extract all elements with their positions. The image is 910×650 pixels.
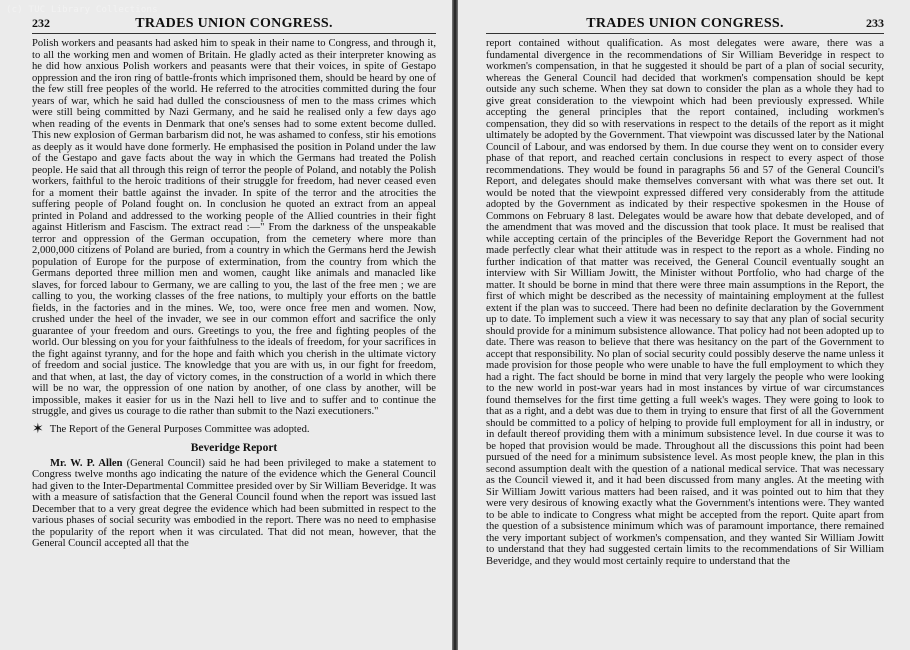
adopted-text: The Report of the General Purposes Committee was adopted.: [49, 423, 310, 435]
allen-paragraph: [32, 458, 436, 550]
left-page: [0, 0, 452, 650]
left-page-header: [32, 16, 436, 34]
copyright-watermark: (c) TUC Library Collections: [6, 5, 158, 15]
resolution-line: [32, 421, 436, 437]
running-title: TRADES UNION CONGRESS.: [586, 16, 784, 31]
right-page: [458, 0, 910, 650]
right-page-header: [486, 16, 884, 34]
star-mark-icon: ✶: [32, 421, 44, 437]
page-number: 232: [32, 16, 50, 30]
page-number: 233: [866, 16, 884, 30]
running-title: TRADES UNION CONGRESS.: [135, 16, 333, 31]
section-title: Beveridge Report: [190, 441, 278, 454]
allen-text: (General Council) said he had been privileged to make a statement to Congress twelve months ago indicating the nature of the evidence which the General Council had given to the Inter-Departmental Committee presided over by Sir William Beveridge. It was with a measure of satisfaction that the General Council found when the report was issued last December that to a very great degree the evidence which had been submitted in respect to the various phases of social security was embodied in the report. There was no need to emphasise the popularity of the report when it was circulated. That did not mean, however, that the General Council accepted all that the: [32, 457, 436, 549]
speech-paragraph: Polish workers and peasants had asked him to speak in their name to Congress, and through it, to all the working men and women of Britain. He gladly acted as their interpreter knowing as he did how anxious Polish workers and peasants were that their voices, in spite of Gestapo oppression and the iron ring of battle-fronts which imprisoned them, should be heard by one of the few still free peoples of the world. He referred to the atrocities committed during the four years of war, which he said had dulled the consciousness of men to the mass crimes which were still being committed by Nazi Germany, and he said he realised only a few days ago when reading of the events in Denmark that one's senses had to some extent become dulled. This new explosion of German barbarism did not, he was ashamed to confess, stir his emotions as deeply as it would have done formerly. He emphasised the position in Poland under the law of the Gestapo and gave facts about the way in which the Germans had treated the Polish people. He said that all through this reign of terror the people of Poland, and notably the Polish workers, faithful to the heroic traditions of their struggle for freedom, had never ceased even for a moment their battle against the invader. In spite of the terror and the atrocities the suffering people of Poland fought on. In conclusion he quoted an extract from an appeal printed in Poland and addressed to the working people of the Allied countries in their fight against Hitlerism and Fascism. The extract read :—" From the darkness of the unspeakable terror and oppression of the German occupation, from the cemetery where more than 2,000,000 citizens of Poland are buried, from a country in which the Germans herd the Jewish population of Europe for the purpose of extermination, from the country from which the Germans deported three million men and women, caught like animals and manacled like slaves, for forced labour to Germany, we are calling to you, the last of the free men ; we are calling to you, the working classes of the free nations, to multiply your efforts on the battle fields, in the factories and in the mines. We, too, were once free men and women. Now, crushed under the heel of the invader, we see in our common effort and sacrifice the only guarantee of your freedom and ours. Greetings to you, the free and fighting peoples of the world. Our blessing on you for your faithfulness to the ideals of freedom, for your sacrifices in the fight against tyranny, and for the hope and faith which you cherish in the ultimate victory of freedom and social justice. The knowledge that you are with us, in our fight for freedom, and that when, at last, the day of victory comes, in the construction of a world in which there will be no war, the oppression of one nation by another, of one class by another, will be impossible, makes it easier for us in the Nazi hell to live and to suffer and to continue the struggle, and gives us courage to die rather than submit to the Nazi executioners.": [32, 38, 436, 417]
continuation-paragraph: report contained without qualification. As most delegates were aware, there was a fundamental divergence in the recommendations of Sir William Beveridge in respect to workmen's compensation, in that he suggested it should be part of a plan of social security, whereas the General Council had decided that workmen's compensation should be kept outside any such scheme. When they sat down to consider the plan as a whole they had to give great consideration to the viewpoint which had been previously expressed. While accepting the general principles that the report contained, including workmen's compensation, they did so with reservations in respect to the details of the report as it might ultimately be adopted by the Government. That viewpoint was discussed later by the National Council of Labour, and was endorsed by them. In due course they went on to consider every phase of that report, and reached certain conclusions in respect to every aspect of those recommendations. They would be found in paragraphs 56 and 57 of the General Council's Report, and delegates should make themselves conversant with what was there set out. It would be noted that the viewpoint expressed differed very considerably from the attitude adopted by the Government as indicated by their respective spokesmen in the House of Commons on February 8 last. Delegates would be aware how that debate developed, and of the amendment that was moved and the discussion that took place. It must be realised that while accepting certain of the principles of the Beveridge Report the Government had not made perfectly clear what their attitude was in respect to the report as a whole. Finding no further indication of that matter was received, the General Council eventually sought an interview with Sir William Jowitt, the Minister without Portfolio, who had charge of the matter. It should be borne in mind that there were three main assumptions in the Report, the first of which might be described as the necessity of maintaining employment at the fullest extent if the plan was to succeed. There had been no definite declaration by the Government up to date. To implement such a view it was necessary to say that any plan of social security should provide for a minimum subsistence allowance. That policy had not been adopted up to date. There was reason to believe that there was hesitancy on the part of the Government to accept that responsibility. No plan of social security could possibly deserve the name unless it made provision for those people who were unable to have the full employment to which they had a right. The fact should be borne in mind that very largely the people who were looking to the new world in post-war years had in most instances by virtue of war circumstances found themselves for the first time getting a full week's wages. They were going to look to that as a right, and a debt was due to them in trying to ensure that first of all the Government should be committed to a policy of helping to provide full employment for all in industry, or in default thereof providing them with a minimum subsistence level. In due course it was to be hoped that provision would be made. Throughout all the discussions this point had been pursued of the need for a minimum subsistence level. As most people knew, the plan in this second assumption dealt with the question of a national medical service. That was necessary as the Council viewed it, and it had been discussed from many angles. At the meeting with Sir William Jowitt various matters had been raised, and it was pointed out to him that they were very desirous of knowing exactly what the Government's intentions were. They wanted to be able to indicate to Congress what might be accepted from the report. Quite apart from the question of a subsistence minimum which was of paramount importance, there remained the very important subject of workmen's compensation, and they wanted Sir William Jowitt to understand that they had suggested certain limits to the recommendations of Sir William Beveridge, and they would most certainly require to understand that the: [486, 38, 884, 567]
speaker-name: Mr. W. P. Allen: [50, 457, 123, 469]
